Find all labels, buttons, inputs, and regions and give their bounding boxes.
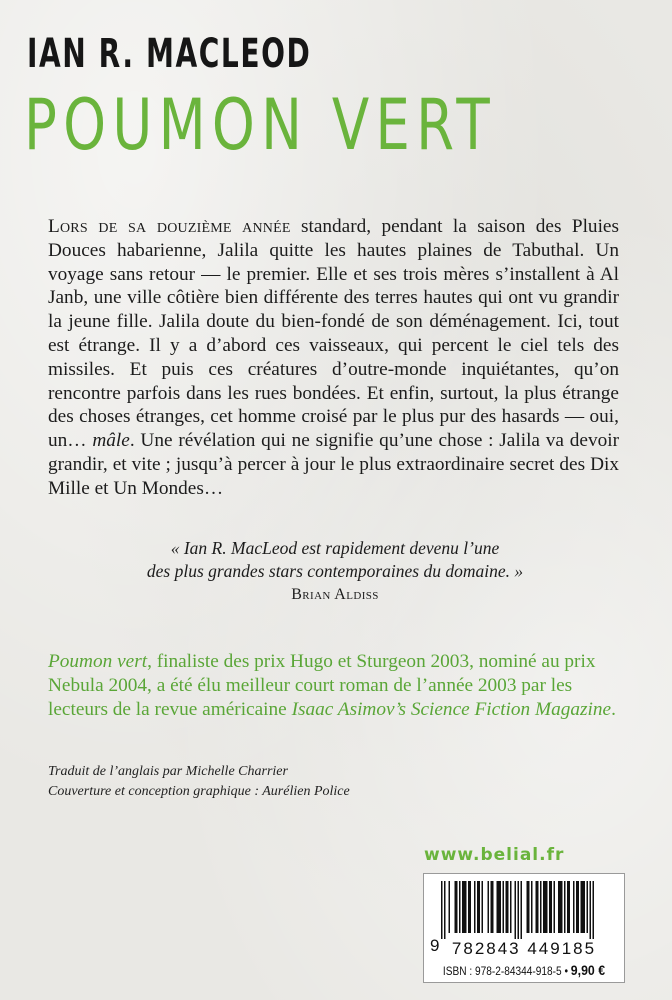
barcode-graphic (433, 881, 615, 939)
barcode-bar (567, 881, 570, 933)
barcode-bar (459, 881, 461, 933)
author-name: IAN R. MACLEOD (27, 31, 312, 77)
barcode-bar (593, 881, 595, 939)
barcode-bar (477, 881, 480, 933)
barcode-bar (462, 881, 467, 933)
barcode-bar (554, 881, 556, 933)
barcode-bar (558, 881, 563, 933)
publisher-website-link[interactable]: www.belial.fr (424, 845, 565, 865)
award-text-2: . (611, 699, 616, 720)
barcode-bar (510, 881, 512, 933)
book-title: POUMON VERT (24, 84, 496, 166)
barcode-bar (549, 881, 552, 933)
barcode-bar (491, 881, 494, 933)
barcode-box (423, 873, 625, 983)
barcode-bar (468, 881, 471, 933)
barcode-bar (441, 881, 443, 939)
blurb-paragraph (48, 215, 619, 501)
barcode-bar (474, 881, 476, 933)
cover-credit: Couverture et conception graphique : Aurélien Police (48, 784, 350, 799)
blurb-emphasis: mâle (92, 430, 130, 452)
blurb-text-1: standard, pendant la saison des Pluies Douces habarienne, Jalila quitte les hautes plaines de Tabuthal. Un voyage sans retour — le premier. Elle et ses trois mères s’installent à Al Janb, une ville côtière bien différente des terres hautes qui ont vu grandir la jeune fille. Jalila doute du bien-fondé de son déménagement. Ici, tout est étrange. Il y a d’abord ces vaisseaux, qui percent le ciel tels des missiles. Et puis ces créatures d’outre-monde inquiétantes, qu’on rencontre parfois dans les rues bondées. Et enfin, surtout, la plus étrange des choses étranges, cet homme croisé par le plus pur des hasards — oui, un… (48, 216, 619, 452)
barcode-bar (543, 881, 548, 933)
isbn-number: ISBN : 978-2-84344-918-5 (442, 966, 562, 978)
barcode-bar (506, 881, 509, 933)
barcode-bar (482, 881, 484, 933)
quote-source: Brian Aldiss (291, 586, 379, 603)
barcode-bar (531, 881, 533, 933)
barcode-bar (576, 881, 579, 933)
barcode-bar (515, 881, 517, 939)
barcode-bar (536, 881, 539, 933)
barcode-bar (527, 881, 530, 933)
barcode-bar (587, 881, 589, 933)
translation-credit: Traduit de l’anglais par Michelle Charrier (48, 764, 288, 779)
barcode-first-digit: 9 (430, 936, 440, 955)
barcode-bar (590, 881, 592, 939)
barcode-bar (581, 881, 586, 933)
barcode-bar (540, 881, 542, 933)
award-book-title: Poumon vert (48, 651, 148, 672)
award-text-1: , finaliste des prix Hugo et Sturgeon 2003, nominé au prix Nebula 2004, a été élu meilleur court roman de l’année 2003 par les lecteurs de la revue américaine (48, 651, 596, 720)
barcode-bar (449, 881, 451, 933)
award-paragraph (48, 650, 628, 722)
barcode-bar (444, 881, 446, 939)
credits (48, 762, 350, 802)
quote-line-2: des plus grandes stars contemporaines du domaine. » (146, 561, 524, 581)
barcode-bar (497, 881, 502, 933)
review-quote (100, 537, 570, 606)
blurb-text-2: . Une révélation qui ne signifie qu’une chose : Jalila va devoir grandir, et vite ; jusqu’à percer à jour le plus extraordinaire secret des Dix Mille et Un Mondes… (48, 430, 619, 499)
isbn-price-line (436, 962, 612, 978)
barcode-bar (455, 881, 458, 933)
isbn-separator: • (561, 966, 571, 978)
barcode-bar (573, 881, 575, 933)
barcode-bar (488, 881, 490, 933)
blurb-lead: Lors de sa douzième année (48, 216, 291, 237)
barcode-bar (503, 881, 505, 933)
award-magazine: Isaac Asimov’s Science Fiction Magazine (291, 699, 612, 720)
price: 9,90 € (570, 962, 606, 978)
barcode-bar (518, 881, 520, 939)
barcode-digits: 782843 449185 (451, 939, 597, 958)
barcode-bar (564, 881, 566, 933)
barcode-bar (521, 881, 523, 939)
quote-line-1: « Ian R. MacLeod est rapidement devenu l’une (170, 538, 500, 558)
